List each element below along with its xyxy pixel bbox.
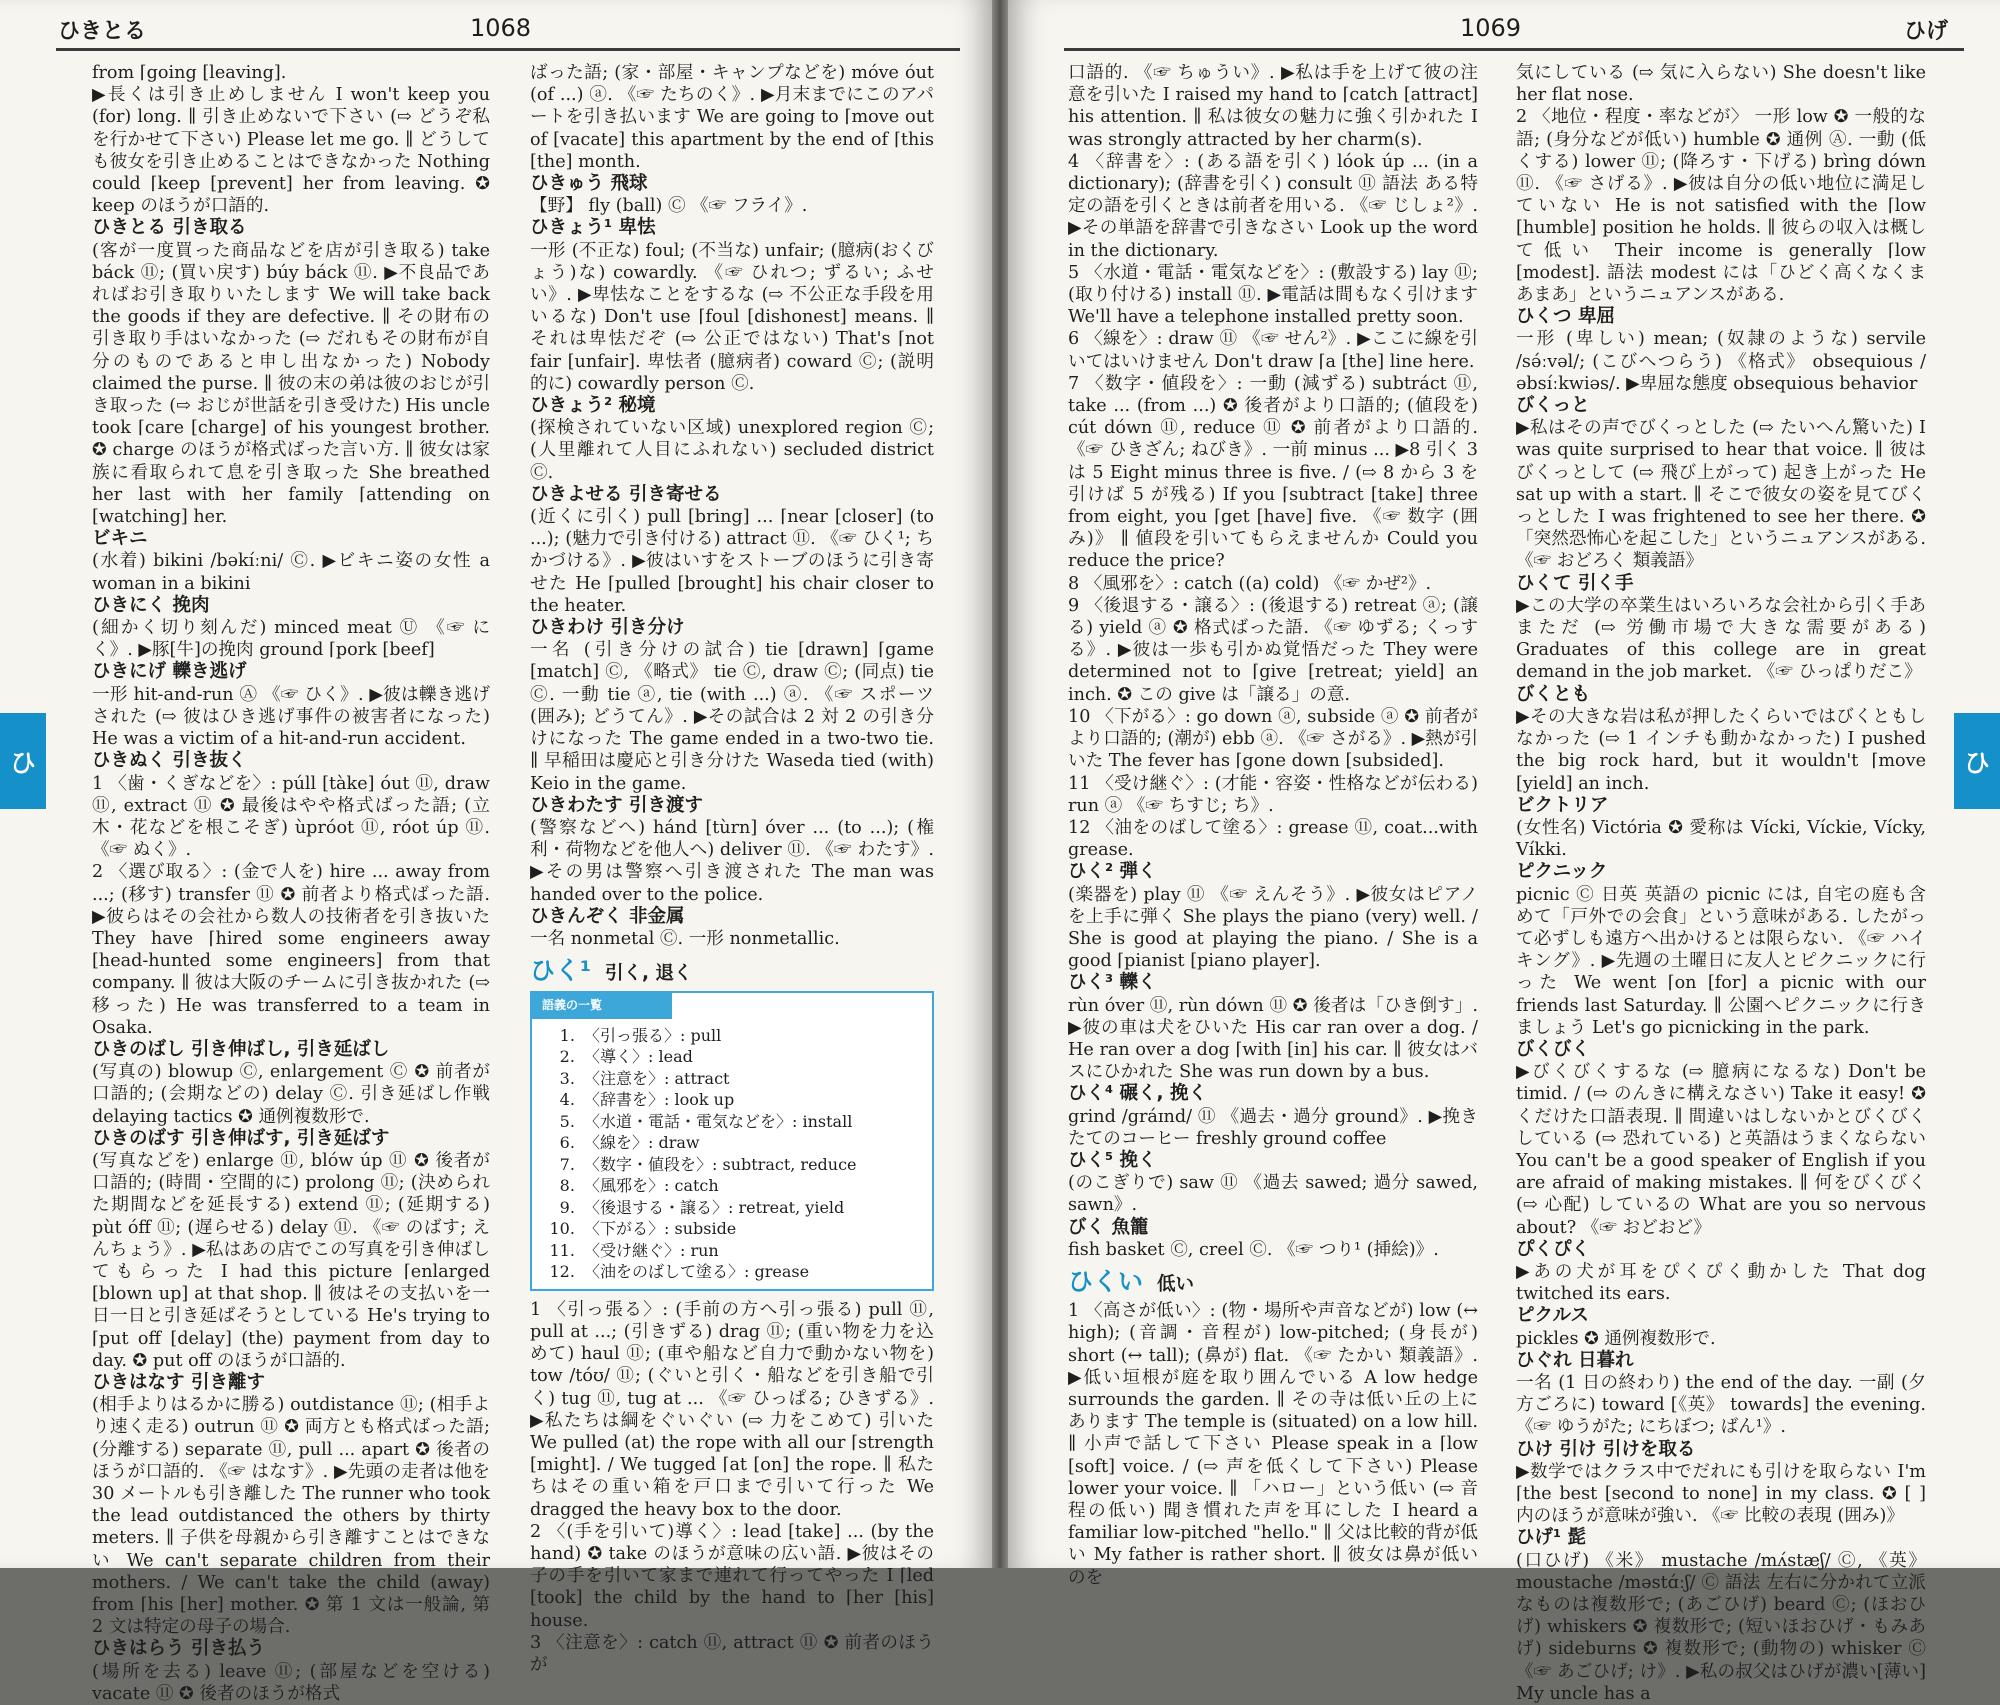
entry-text: 一名 (引き分けの試合) tie [drawn] ⌈game [match] Ⓒ, 《略式》 tie Ⓒ, draw Ⓒ; (同点) tie Ⓒ. 一動 tie ⓐ, tie (with ...) ⓐ. 《☞ スポーツ (囲み); どうてん》. ▶その試合は 2 対 2 の引き分けになった The game ended in a two-two tie. ∥ 早稲田は慶応と引き分けた Waseda tied (with) Keio in the game.: [530, 640, 934, 794]
entry-headword: ひきゅう 飛球: [530, 173, 648, 195]
right-page: [1008, 0, 2000, 1704]
entry-headword: ピクニック: [1516, 861, 1608, 883]
sense-list-item: 3. 〈注意を〉: attract: [580, 1068, 932, 1090]
dictionary-entry-head: [1516, 684, 1926, 706]
page-number: 1069: [1460, 14, 1522, 42]
dictionary-entry-head: [1516, 1527, 1926, 1549]
entry-text: ばった語; (家・部屋・キャンプなどを) móve óut (of ...) ⓐ. 《☞ たちのく》. ▶月末までにこのアパートを引き払います We are going to ⌈move out of [vacate] this apartment by the end of ⌈this [the] month.: [530, 63, 934, 172]
entry-text: 7 〈数字・値段を〉: 一動 (減ずる) subtráct ⑪, take ... (from ...) ✪ 後者がより口語的; (値段を) cút dówn ⑪, reduce ⑪ ✪ 前者がより口語的. 《☞ ひきざん; ねびき》. 一前 minus ... ▶8 引く 3 は 5 Eight minus three is five. / (⇨ 8 から 3 を引けば 5 が残る) If you ⌈subtract [take] three from eight, you ⌈get [have] five. 《☞ 数字 (囲み)》 ∥ 値段を引いてもらえませんか Could you reduce the price?: [1068, 373, 1478, 572]
sense-list-item: 9. 〈後退する・譲る〉: retreat, yield: [580, 1197, 932, 1219]
entry-text: picnic Ⓒ 日英 英語の picnic には, 自宅の庭も含めて「戸外での会食」という意味がある. したがって必ずしも遠方へ出かけるとは限らない. 《☞ ハイキング》. ▶先週の土曜日に友人とピクニックに行った We went ⌈on [for] a picnic with our friends last Saturday. ∥ 公園へピクニックに行きましょう Let's go picnicking in the park.: [1516, 884, 1926, 1038]
entry-text: 6 〈線を〉: draw ⑪ 《☞ せん²》. ▶ここに線を引いてはいけません Don't draw ⌈a [the] line here.: [1068, 329, 1478, 372]
entry-headword: ビキニ: [92, 528, 148, 550]
dictionary-entry-head: [1068, 1150, 1478, 1172]
dictionary-entry-head: [530, 617, 934, 639]
entry-text: (近くに引く) pull [bring] ... ⌈near [closer] (to ...); (魅力で引き付ける) attract ⑪. 《☞ ひく¹; ちかづける》. ▶彼はいすをストーブのほうに引き寄せた He ⌈pulled [brought] his chair closer to the heater.: [530, 507, 934, 616]
entry-headword: ひきんぞく 非金属: [530, 905, 685, 927]
dictionary-entry-head: [1068, 1217, 1478, 1239]
entry-text: 3 〈注意を〉: catch ⑪, attract ⑪ ✪ 前者のほうが: [530, 1632, 934, 1676]
entry-text: 【野】 fly (ball) Ⓒ 《☞ フライ》.: [530, 196, 808, 217]
dictionary-entry-head: [530, 795, 934, 817]
entry-text: 一形 hit-and-run Ⓐ 《☞ ひく》. ▶彼は轢き逃げされた (⇨ 彼はひき逃げ事件の被害者になった) He was a victim of a hit-and-run accident.: [92, 684, 490, 750]
entry-text: ▶その大きな岩は私が押したくらいではびくともしなかった (⇨ 1 インチも動かなかった) I pushed the big rock hard, but it wouldn't ⌈move [yield] an inch.: [1516, 706, 1926, 794]
entry-headword: びくびく: [1516, 1038, 1591, 1060]
entry-text: (女性名) Victória ✪ 愛称は Vícki, Víckie, Vícky, Víkki.: [1516, 817, 1926, 861]
dictionary-entry-head: [1516, 861, 1926, 883]
entry-headword: ひきとる 引き取る: [92, 217, 247, 239]
dictionary-entry-head: [1516, 1350, 1926, 1372]
entry-text: (のこぎりで) saw ⑪ 《過去 sawed; 過分 sawed, sawn》.: [1068, 1173, 1478, 1216]
sense-list-box: [530, 991, 934, 1291]
dictionary-entry-head: [1516, 1239, 1926, 1261]
entry-text: ▶びくびくするな (⇨ 臆病になるな) Don't be timid. / (⇨ のんきに構えなさい) Take it easy! ✪ くだけた口語表現. ∥ 間違いはしないかとびくびくしている (⇨ 恐れている) と英語はうまくならない You can't be a good speaker of English if you are afraid of making mistakes. ∥ 何をびくびく (⇨ 心配) しているの What are you so nervous about? 《☞ おどおど》: [1516, 1062, 1926, 1238]
entry-text: (写真などを) enlarge ⑪, blów úp ⑪ ✪ 後者が口語的; (時間・空間的に) prolong ⑪; (決められた期間などを延長する) extend ⑪; (延期する) pùt óff ⑪; (遅らせる) delay ⑪. 《☞ のばす; えんちょう》. ▶私はあの店でこの写真を引き伸ばしてもらった I had this picture ⌈enlarged [blown up] at that shop. ∥ 彼はその支払いを一日一日と引き延ばそうとしている He's trying to ⌈put off [delay] (the) payment from day to day. ✪ put off のほうが口語的.: [92, 1150, 490, 1371]
dictionary-entry-head: [92, 750, 490, 772]
dictionary-entry-head: [530, 395, 934, 417]
dictionary-entry-head: [1516, 1039, 1926, 1061]
entry-text: ▶長くは引き止めしません I won't keep you (for) long. ∥ 引き止めないで下さい (⇨ どうぞ私を行かせて下さい) Please let me go. ∥ どうしても彼女を引き止めることはできなかった Nothing could ⌈keep [prevent] her from leaving. ✪ keep のほうが口語的.: [92, 85, 490, 217]
entry-text: pickles ✪ 通例複数形で.: [1516, 1328, 1716, 1349]
entry-text: 11 〈受け継ぐ〉: (才能・容姿・性格などが伝わる) run ⓐ 《☞ ちすじ; ち》.: [1068, 773, 1478, 816]
entry-text: 10 〈下がる〉: go down ⓐ, subside ⓐ ✪ 前者がより口語的; (潮が) ebb ⓐ. 《☞ さがる》. ▶熱が引いた The fever has ⌈gone down [subsided].: [1068, 706, 1478, 772]
entry-headword: ひきはなす 引き離す: [92, 1371, 265, 1393]
entry-headword: ひけ 引け 引けを取る: [1516, 1438, 1696, 1460]
dictionary-entry-head: [92, 217, 490, 239]
entry-text: 気にしている (⇨ 気に入らない) She doesn't like her flat nose.: [1516, 63, 1926, 106]
entry-headword: ひきょう¹ 卑怯: [530, 217, 656, 239]
header-rule: [56, 48, 960, 51]
major-headword: ひくい: [1068, 1266, 1144, 1296]
entry-text: (客が一度買った商品などを店が引き取る) take báck ⑪; (買い戻す) búy báck ⑪. ▶不良品であればお引き取りいたします We will take back the goods if they are defective. ∥ その財布の引き取り手はいなかった (⇨ だれもその財布が自分のものであると申し出なかった) Nobody claimed the purse. ∥ 彼の末の弟は彼のおじが引き取った (⇨ おじが世話を引き受けた) His uncle took ⌈care [charge] of his youngest brother. ✪ charge のほうが格式ばった言い方. ∥ 彼女は家族に看取られて息を引き取った She breathed her last with her family ⌈attending on [watching] her.: [92, 240, 490, 528]
entry-text: 2 〈選び取る〉: (金で人を) hire ... away from ...; (移す) transfer ⑪ ✪ 前者より格式ばった語. ▶彼らはその会社から数人の技術者を引き抜いた They have ⌈hired some engineers away [head-hunted some engineers] from that company. ∥ 彼は大阪のチームに引き抜かれた (⇨ 移った) He was transferred to a team in Osaka.: [92, 862, 490, 1038]
entry-headword: ひきわたす 引き渡す: [530, 794, 703, 816]
entry-headword: ビクトリア: [1516, 794, 1609, 816]
entry-headword: ひく² 弾く: [1068, 861, 1157, 883]
dictionary-entry-head: [92, 1372, 490, 1394]
entry-headword: ひきにげ 轢き逃げ: [92, 661, 247, 683]
entry-headword: ひくつ 卑屈: [1516, 306, 1615, 328]
running-headword: ひきとる: [58, 19, 147, 44]
entry-text: ▶あの犬が耳をぴくぴく動かした That dog twitched its ears.: [1516, 1261, 1926, 1305]
book-gutter: [992, 0, 1008, 1568]
dictionary-entry-head: [1516, 573, 1926, 595]
dictionary-entry-head: [530, 173, 934, 195]
sense-list-item: 12. 〈油をのばして塗る〉: grease: [580, 1261, 932, 1283]
entry-text: ▶この大学の卒業生はいろいろな会社から引く手あまただ (⇨ 労働市場で大きな需要がある) Graduates of this college are in great demand in the job market. 《☞ ひっぱりだこ》: [1516, 595, 1926, 683]
entry-headword: ひきよせる 引き寄せる: [530, 483, 722, 505]
sense-list-item: 2. 〈導く〉: lead: [580, 1046, 932, 1068]
entry-text: 2 〈(手を引いて)導く〉: lead [take] ... (by the hand) ✪ take のほうが意味の広い語. ▶彼はその子の手を引いて家まで連れて行ってやった I ⌈led [took] the child by the hand to ⌈her [his] house.: [530, 1521, 934, 1631]
sense-list-item: 10. 〈下がる〉: subside: [580, 1218, 932, 1240]
entry-headword: ひきはらう 引き払う: [92, 1638, 265, 1660]
entry-headword: ひぐれ 日暮れ: [1516, 1349, 1634, 1371]
entry-headword: ぴくぴく: [1516, 1238, 1591, 1260]
sense-list-title: 語義の一覧: [532, 993, 672, 1019]
major-entry-head: [530, 956, 934, 986]
entry-text: 4 〈辞書を〉: (ある語を引く) lóok úp ... (in a dictionary); (辞書を引く) consult ⑪ 語法 ある特定の語を引くときは前者を用いる. 《☞ じしょ²》. ▶その単語を辞書で引きなさい Look up the word in the dictionary.: [1068, 151, 1478, 261]
entry-headword: ひくて 引く手: [1516, 572, 1634, 594]
entry-headword: ひきのばす 引き伸ばす, 引き延ばす: [92, 1127, 390, 1149]
sense-list-item: 8. 〈風邪を〉: catch: [580, 1175, 932, 1197]
entry-text: 口語的. 《☞ ちゅうい》. ▶私は手を上げて彼の注意を引いた I raised my hand to ⌈catch [attract] his attention. ∥ 私は彼女の魅力に強く引かれた I was strongly attracted by her charm(s).: [1068, 63, 1478, 150]
entry-text: 2 〈地位・程度・率などが〉 一形 low ✪ 一般的な語; (身分などが低い) humble ✪ 通例 Ⓐ. 一動 (低くする) lower ⑪; (降ろす・下げる) brìng dówn ⑪. 《☞ さげる》. ▶彼は自分の低い地位に満足していない He is not satisfied with the ⌈low [humble] position he holds. ∥ 彼らの収入は概して低い Their income is generally ⌈low [modest]. 語法 modest には「ひどく高くなくまあまあ」というニュアンスがある.: [1516, 107, 1926, 306]
entry-text: grind /gráɪnd/ ⑪ 《過去・過分 ground》. ▶挽きたてのコーヒー freshly ground coffee: [1068, 1106, 1478, 1149]
running-headword: ひげ: [1904, 19, 1949, 44]
entry-headword: ひく⁴ 碾く, 挽く: [1068, 1083, 1208, 1105]
dictionary-entry-head: [92, 1638, 490, 1660]
entry-text: (水着) bikini /bəkíːni/ Ⓒ. ▶ビキニ姿の女性 a woman in a bikini: [92, 551, 490, 594]
entry-text: 1 〈高さが低い〉: (物・場所や声音などが) low (↔ high); (音調・音程が) low-pitched; (身長が) short (↔ tall); (鼻が) flat. 《☞ たかい 類義語》. ▶低い垣根が庭を取り囲んでいる A low hedge surrounds the garden. ∥ その寺は低い丘の上にあります The temple is (situated) on a low hill. ∥ 小声で話して下さい Please speak in a ⌈low [soft] voice. / (⇨ 声を低くして下さい) Please lower your voice. ∥ 「ハロー」という低い (⇨ 音程の低い) 聞き慣れた声を耳にした I heard a familiar low-pitched "hello." ∥ 父は比較的背が低い My father is rather short. ∥ 彼女は鼻が低いのを: [1068, 1301, 1478, 1588]
entry-headword: ひく⁵ 挽く: [1068, 1149, 1157, 1171]
left-page: [0, 0, 992, 1704]
entry-text: (警察などへ) hánd [tùrn] óver ... (to ...); (権利・荷物などを他人へ) deliver ⑪. 《☞ わたす》. ▶その男は警察へ引き渡された The man was handed over to the police.: [530, 817, 934, 905]
entry-text: ▶数学ではクラス中でだれにも引けを取らない I'm ⌈the best [second to none] in my class. ✪ [ ] 内のほうが意味が強い. 《☞ 比較の表現 (囲み)》: [1516, 1461, 1926, 1527]
dictionary-entry-head: [92, 661, 490, 683]
sense-list-item: 11. 〈受け継ぐ〉: run: [580, 1240, 932, 1262]
text-column-1: [1068, 62, 1478, 1588]
text-column-1: [92, 62, 490, 1704]
entry-headword: ひきわけ 引き分け: [530, 617, 685, 639]
entry-text: (探検されていない区域) unexplored region Ⓒ; (人里離れて人目にふれない) secluded district Ⓒ.: [530, 418, 934, 483]
entry-text: from ⌈going [leaving].: [92, 63, 287, 83]
entry-text: rùn óver ⑪, rùn dówn ⑪ ✪ 後者は「ひき倒す」. ▶彼の車は犬をひいた His car ran over a dog. / He ran over a dog ⌈with [in] his car. ∥ 彼女はバスにひかれた She was run down by a bus.: [1068, 995, 1478, 1083]
entry-headword: ひきょう² 秘境: [530, 395, 656, 417]
major-entry-head: [1068, 1266, 1478, 1296]
entry-headword: ひきにく 挽肉: [92, 594, 210, 616]
entry-text: 9 〈後退する・譲る〉: (後退する) retreat ⓐ; (譲る) yield ⓐ ✪ 格式ばった語. 《☞ ゆずる; くっする》. ▶彼は一歩も引かぬ覚悟だった They were determined not to ⌈give [retreat; yield] an inch. ✪ この give は「譲る」の意.: [1068, 595, 1478, 705]
sense-list-item: 1. 〈引っ張る〉: pull: [580, 1025, 932, 1047]
header-rule: [1064, 48, 1964, 51]
entry-headword: ひきのばし 引き伸ばし, 引き延ばし: [92, 1038, 390, 1060]
entry-text: (相手よりはるかに勝る) outdistance ⑪; (相手より速く走る) outrun ⑪ ✪ 両方とも格式ばった語; (分離する) separate ⑪, pull ... apart ✪ 後者のほうが口語的. 《☞ はなす》. ▶先頭の走者は他を 30 メートルも引き離した The runner who took the lead outdistanced the others by thirty meters. ∥ 子供を母親から引き離すことはできない We can't separate children from their mothers. / We can't take the child (away) from ⌈his [her] mother. ✪ 第 1 文は一般論, 第 2 文は特定の母子の場合.: [92, 1395, 490, 1638]
dictionary-entry-head: [92, 595, 490, 617]
dictionary-entry-head: [1516, 306, 1926, 328]
dictionary-entry-head: [1516, 1305, 1926, 1327]
entry-text: 1 〈引っ張る〉: (手前の方へ引っ張る) pull ⑪, pull at ...; (引きずる) drag ⑪; (重い物を力を込めて) haul ⑪; (車や船など自力で動かない物を) tow /tóʊ/ ⑪; (ぐいと引く・船などを引き船で引く) tug ⑪, tug at ... 《☞ ひっぱる; ひきずる》. ▶私たちは綱をぐいぐい (⇨ 力をこめて) 引いた We pulled (at) the rope with all our ⌈strength [might]. / We tugged ⌈at [on] the rope. ∥ 私たちはその重い箱を戸口まで引いて行った We dragged the heavy box to the door.: [530, 1299, 934, 1520]
entry-text: 8 〈風邪を〉: catch ((a) cold) 《☞ かぜ²》.: [1068, 573, 1432, 594]
major-headword-kanji: 低い: [1157, 1273, 1195, 1295]
major-headword-kanji: 引く, 退く: [604, 963, 693, 985]
text-column-2: [530, 62, 934, 1676]
sense-list-item: 4. 〈辞書を〉: look up: [580, 1089, 932, 1111]
entry-text: 一名 nonmetal Ⓒ. 一形 nonmetallic.: [530, 928, 840, 949]
sense-list-item: 7. 〈数字・値段を〉: subtract, reduce: [580, 1154, 932, 1176]
entry-text: (楽器を) play ⑪ 《☞ えんそう》. ▶彼女はピアノを上手に弾く She plays the piano (very) well. / She is good at playing the piano. / She is a good ⌈pianist [piano player].: [1068, 884, 1478, 972]
dictionary-entry-head: [1068, 1083, 1478, 1105]
dictionary-entry-head: [530, 906, 934, 928]
dictionary-entry-head: [92, 1128, 490, 1150]
entry-text: 12 〈油をのばして塗る〉: grease ⑪, coat...with grease.: [1068, 817, 1478, 861]
entry-text: (写真の) blowup Ⓒ, enlargement Ⓒ ✪ 前者が口語的; (会期などの) delay Ⓒ. 引き延ばし作戦 delaying tactics ✪ 通例複数形で.: [92, 1062, 490, 1127]
entry-text: 1 〈歯・くぎなどを〉: púll [tàke] óut ⑪, draw ⑪, extract ⑪ ✪ 最後はやや格式ばった語; (立木・花などを根こそぎ) ùpróot ⑪, róot úp ⑪. 《☞ ぬく》.: [92, 773, 490, 861]
entry-headword: ひきぬく 引き抜く: [92, 750, 247, 772]
entry-headword: ピクルス: [1516, 1305, 1589, 1327]
entry-text: 一名 (1 日の終わり) the end of the day. 一副 (夕方ごろに) toward [《英》 towards] the evening. 《☞ ゆうがた; にちぼつ; ばん¹》.: [1516, 1372, 1926, 1438]
entry-text: (場所を去る) leave ⑪; (部屋などを空ける) vacate ⑪ ✪ 後者のほうが格式: [92, 1661, 490, 1704]
dictionary-entry-head: [1068, 972, 1478, 994]
thumb-index-tab: ひ: [0, 713, 46, 809]
entry-headword: びく 魚籠: [1068, 1216, 1149, 1238]
entry-text: (細かく切り刻んだ) minced meat Ⓤ 《☞ にく》. ▶豚[牛]の挽肉 ground ⌈pork [beef]: [92, 618, 490, 661]
entry-headword: ひく³ 轢く: [1068, 972, 1157, 994]
dictionary-entry-head: [92, 528, 490, 550]
entry-text: 一形 (不正な) foul; (不当な) unfair; (臆病(おくびょう)な) cowardly. 《☞ ひれつ; ずるい; ふせい》. ▶卑怯なことをするな (⇨ 不公正な手段を用いるな) Don't use ⌈foul [dishonest] means. ∥ それは卑怯だぞ (⇨ 公正ではない) That's ⌈not fair [unfair]. 卑怯者 (臆病者) coward Ⓒ; (説明的に) cowardly person Ⓒ.: [530, 240, 934, 394]
entry-text: 一形 (卑しい) mean; (奴隷のような) servile /sə́ːvəl/; (こびへつらう) 《格式》 obsequious /əbsíːkwiəs/. ▶卑屈な態度 obsequious behavior: [1516, 329, 1926, 394]
entry-text: ▶私はその声でびくっとした (⇨ たいへん驚いた) I was quite surprised to hear that voice. ∥ 彼はびくっとして (⇨ 飛び上がって) 起き上がった He sat up with a start. ∥ そこで彼女の姿を見てびくっとした I was frightened to see her there. ✪「突然恐怖心を起こした」というニュアンスがある. 《☞ おどろく 類義語》: [1516, 418, 1926, 572]
dictionary-entry-head: [1516, 1439, 1926, 1461]
dictionary-entry-head: [1516, 795, 1926, 817]
sense-list-item: 6. 〈線を〉: draw: [580, 1132, 932, 1154]
major-headword: ひく¹: [530, 956, 591, 986]
dictionary-entry-head: [530, 484, 934, 506]
entry-text: (口ひげ) 《米》 mustache /mʌ́stæʃ/ Ⓒ, 《英》 moustache /məstɑ́ːʃ/ Ⓒ 語法 左右に分かれて立派なものは複数形で; (あごひげ) beard Ⓒ; (ほおひげ) whiskers ✪ 複数形で; (短いほおひげ・もみあげ) sideburns ✪ 複数形で; (動物の) whisker Ⓒ 《☞ あごひげ; け》. ▶私の叔父はひげが濃い[薄い] My uncle has a: [1516, 1550, 1926, 1704]
entry-text: 5 〈水道・電話・電気などを〉: (敷設する) lay ⑪; (取り付ける) install ⑪. ▶電話は間もなく引けます We'll have a telephone installed pretty soon.: [1068, 262, 1478, 328]
entry-headword: ひげ¹ 髭: [1516, 1527, 1587, 1549]
dictionary-entry-head: [1516, 395, 1926, 417]
thumb-index-tab: ひ: [1954, 713, 2000, 809]
sense-list-item: 5. 〈水道・電話・電気などを〉: install: [580, 1111, 932, 1133]
dictionary-entry-head: [530, 217, 934, 239]
entry-text: fish basket Ⓒ, creel Ⓒ. 《☞ つり¹ (挿絵)》.: [1068, 1239, 1439, 1260]
dictionary-entry-head: [1068, 861, 1478, 883]
dictionary-entry-head: [92, 1039, 490, 1061]
text-column-2: [1516, 62, 1926, 1704]
page-number: 1068: [470, 14, 532, 42]
entry-headword: びくとも: [1516, 683, 1591, 705]
entry-headword: びくっと: [1516, 395, 1590, 417]
